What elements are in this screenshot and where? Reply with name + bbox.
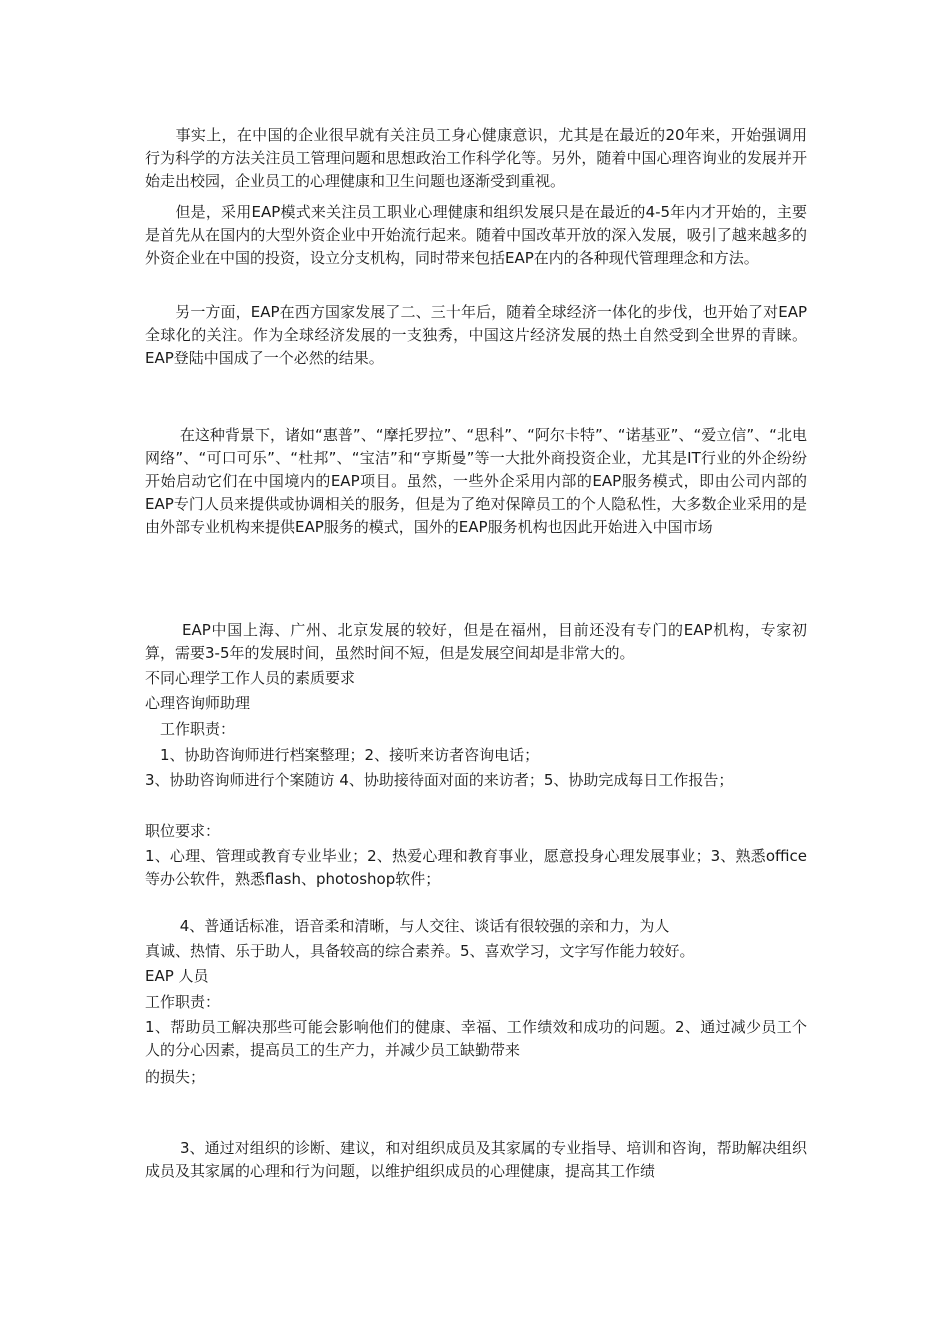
paragraph-foreign-enterprises: 在这种背景下，诸如“惠普”、“摩托罗拉”、“思科”、“阿尔卡特”、“诺基亚”、“爱立信”、“北电网络”、“可口可乐”、“杜邦”、“宝洁”和“亨斯曼”等一大批外商投资企业，尤其是IT行业的外企纷纷开始启动它们在中国境内的EAP项目。虽然，一些外企采用内部的EAP服务模式，即由公司内部的EAP专门人员来提供或协调相关的服务，但是为了绝对保障员工的个人隐私性，大多数企业采用的是由外部专业机构来提供EAP服务的模式，国外的EAP服务机构也因此开始进入中国市场 <box>145 426 807 536</box>
paragraph-eap-globalization: 另一方面，EAP在西方国家发展了二、三十年后，随着全球经济一体化的步伐，也开始了对EAP全球化的关注。作为全球经济发展的一支独秀，中国这片经济发展的热土自然受到全世界的青睐。EAP登陆中国成了一个必然的结果。 <box>145 303 807 367</box>
requirements-line-4: 4、普通话标准，语音柔和清晰，与人交往、谈话有很较强的亲和力，为人 <box>145 917 670 935</box>
requirements-line-5: 真诚、热情、乐于助人，具备较高的综合素养。5、喜欢学习，文字写作能力较好。 <box>145 942 695 960</box>
role-heading-assistant: 心理咨询师助理 <box>145 694 251 712</box>
duties-line-2: 3、协助咨询师进行个案随访 4、协助接待面对面的来访者；5、协助完成每日工作报告； <box>145 771 734 789</box>
eap-duties-label: 工作职责： <box>145 993 221 1011</box>
requirements-paragraph: 1、心理、管理或教育专业毕业；2、热爱心理和教育事业，愿意投身心理发展事业；3、熟悉office等办公软件，熟悉flash、photoshop软件； <box>145 847 807 888</box>
section-heading-qualifications: 不同心理学工作人员的素质要求 <box>145 669 356 687</box>
paragraph-history: 事实上，在中国的企业很早就有关注员工身心健康意识，尤其是在最近的20年来，开始强调用行为科学的方法关注员工管理问题和思想政治工作科学化等。另外，随着中国心理咨询业的发展并开始走出校园，企业员工的心理健康和卫生问题也逐渐受到重视。 <box>145 126 807 190</box>
duties-label: 工作职责： <box>145 720 236 738</box>
eap-duties-item-3: 3、通过对组织的诊断、建议，和对组织成员及其家属的专业指导、培训和咨询，帮助解决组织成员及其家属的心理和行为问题，以维护组织成员的心理健康，提高其工作绩 <box>145 1139 807 1180</box>
paragraph-eap-adoption: 但是，采用EAP模式来关注员工职业心理健康和组织发展只是在最近的4-5年内才开始的，主要是首先从在国内的大型外资企业中开始流行起来。随着中国改革开放的深入发展，吸引了越来越多的外资企业在中国的投资，设立分支机构，同时带来包括EAP在内的各种现代管理理念和方法。 <box>145 203 807 267</box>
eap-duties-paragraph: 1、帮助员工解决那些可能会影响他们的健康、幸福、工作绩效和成功的问题。2、通过减少员工个人的分心因素，提高员工的生产力，并减少员工缺勤带来 <box>145 1018 807 1059</box>
paragraph-eap-regional: EAP中国上海、广州、北京发展的较好，但是在福州，目前还没有专门的EAP机构，专家初算，需要3-5年的发展时间，虽然时间不短，但是发展空间却是非常大的。 <box>145 621 807 662</box>
requirements-label: 职位要求： <box>145 822 221 840</box>
role-heading-eap: EAP 人员 <box>145 967 209 985</box>
duties-line-1: 1、协助咨询师进行档案整理；2、接听来访者咨询电话； <box>145 746 540 764</box>
eap-duties-continuation: 的损失； <box>145 1068 206 1086</box>
